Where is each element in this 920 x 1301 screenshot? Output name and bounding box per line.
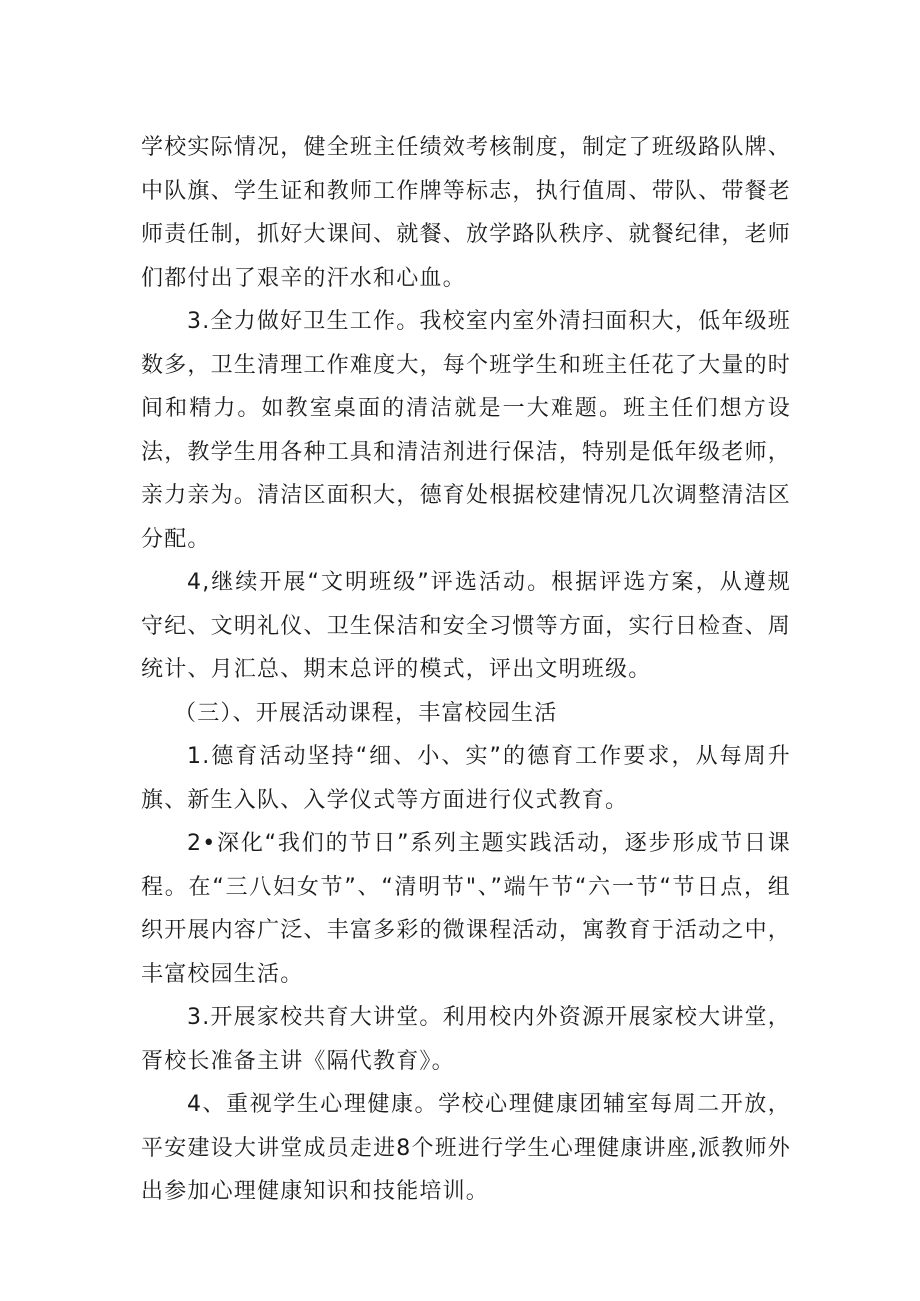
- paragraph-festival-activities: 2•深化“我们的节日”系列主题实践活动，逐步形成节日课程。在“三八妇女节”、“清明节"、”端午节“六一节“节日点，组织开展内容广泛、丰富多彩的微课程活动，寓教育于活动之中，丰富校园生活。: [141, 831, 791, 987]
- document-body: [141, 126, 791, 1214]
- paragraph-mental-health: 4、重视学生心理健康。学校心理健康团辅室每周二开放，平安建设大讲堂成员走进8个班进行学生心理健康讲座,派教师外出参加心理健康知识和技能培训。: [141, 1092, 791, 1204]
- paragraph-continuation: 学校实际情况，健全班主任绩效考核制度，制定了班级路队牌、中队旗、学生证和教师工作牌等标志，执行值周、带队、带餐老师责任制，抓好大课间、就餐、放学路队秩序、就餐纪律，老师们都付出了艰辛的汗水和心血。: [141, 135, 791, 291]
- paragraph-civilized-class: 4,继续开展“文明班级”评选活动。根据评选方案，从遵规守纪、文明礼仪、卫生保洁和安全习惯等方面，实行日检查、周统计、月汇总、期末总评的模式，评出文明班级。: [141, 570, 791, 682]
- paragraph-hygiene-work: 3.全力做好卫生工作。我校室内室外清扫面积大，低年级班数多，卫生清理工作难度大，每个班学生和班主任花了大量的时间和精力。如教室桌面的清洁就是一大难题。班主任们想方设法，教学生用各种工具和清洁剂进行保洁，特别是低年级老师，亲力亲为。清洁区面积大，德育处根据校建情况几次调整清洁区分配。: [141, 309, 791, 552]
- paragraph-moral-activities: 1.德育活动坚持“细、小、实”的德育工作要求，从每周升旗、新生入队、入学仪式等方面进行仪式教育。: [141, 744, 791, 813]
- section-heading-activities: （三）、开展活动课程，丰富校园生活: [174, 700, 558, 726]
- paragraph-family-school-lecture: 3.开展家校共育大讲堂。利用校内外资源开展家校大讲堂，胥校长准备主讲《隔代教育》。: [141, 1005, 791, 1074]
